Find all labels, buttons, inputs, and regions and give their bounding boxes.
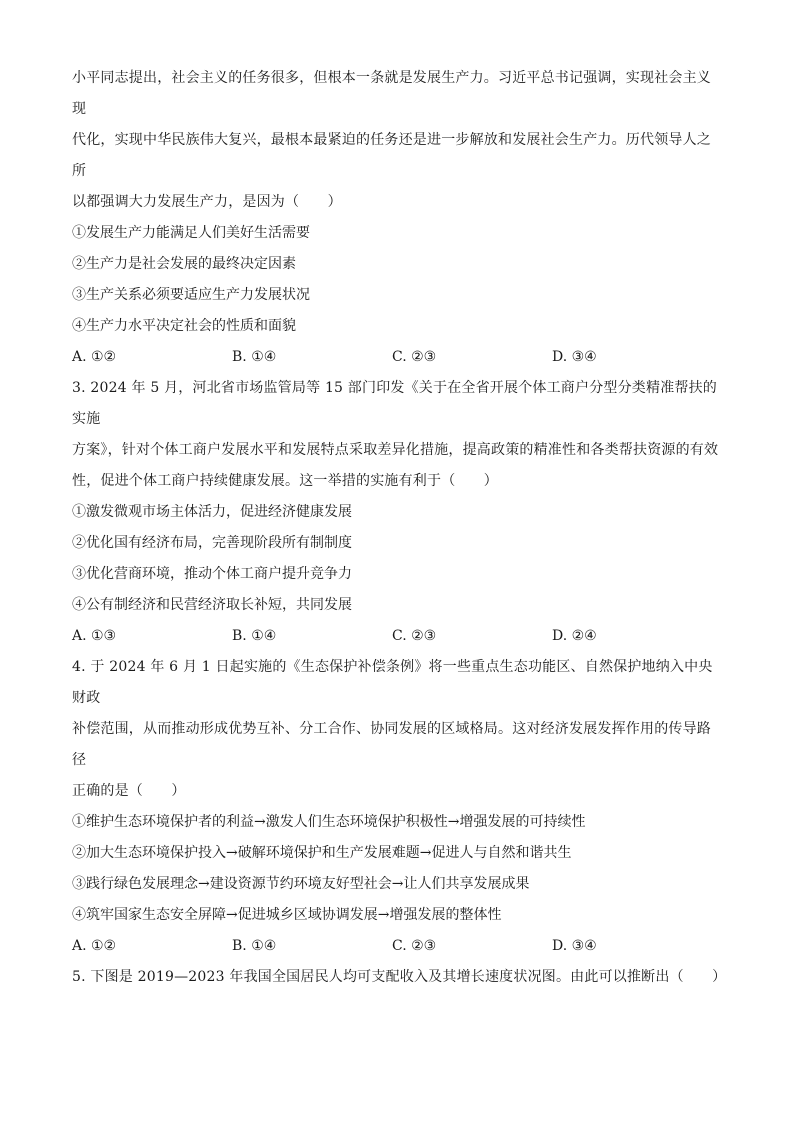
question-stem-line: 正确的是（ ）	[72, 783, 186, 799]
choice-b: B. ①④	[232, 628, 277, 644]
answer-choices	[72, 342, 722, 373]
choice-c: C. ②③	[392, 349, 437, 365]
choice-c: C. ②③	[392, 628, 437, 644]
statement: ①激发微观市场主体活力，促进经济健康发展	[72, 504, 352, 520]
choice-b: B. ①④	[232, 349, 277, 365]
document-page	[72, 63, 727, 993]
question-stem-line: 代化，实现中华民族伟大复兴，最根本最紧迫的任务还是进一步解放和发展社会生产力。历代领导人之所	[72, 132, 711, 179]
choice-a: A. ①②	[72, 349, 117, 365]
question-stem-line: 5. 下图是 2019—2023 年我国全国居民人均可支配收入及其增长速度状况图。由此可以推断出（ ）	[72, 969, 727, 985]
question-stem-line: 方案》，针对个体工商户发展水平和发展特点采取差异化措施，提高政策的精准性和各类帮扶资源的有效	[72, 442, 719, 458]
statement: ④公有制经济和民营经济取长补短，共同发展	[72, 597, 352, 613]
choice-d: D. ③④	[552, 349, 597, 365]
question-stem-line: 补偿范围，从而推动形成优势互补、分工合作、协同发展的区域格局。这对经济发展发挥作用的传导路径	[72, 721, 711, 768]
question-3	[72, 373, 722, 652]
question-5	[72, 962, 727, 993]
question-stem-line: 性，促进个体工商户持续健康发展。这一举措的实施有利于（ ）	[72, 473, 498, 489]
statement: ④筑牢国家生态安全屏障→促进城乡区域协调发展→增强发展的整体性	[72, 907, 502, 923]
statement: ③生产关系必须要适应生产力发展状况	[72, 287, 310, 303]
question-4	[72, 652, 722, 962]
answer-choices	[72, 621, 722, 652]
question-stem-line: 以都强调大力发展生产力，是因为（ ）	[72, 194, 342, 210]
statement: ②加大生态环境保护投入→破解环境保护和生产发展难题→促进人与自然和谐共生	[72, 845, 572, 861]
statement: ③践行绿色发展理念→建设资源节约环境友好型社会→让人们共享发展成果	[72, 876, 530, 892]
statement: ②生产力是社会发展的最终决定因素	[72, 256, 296, 272]
question-stem-line: 小平同志提出，社会主义的任务很多，但根本一条就是发展生产力。习近平总书记强调，实现社会主义现	[72, 70, 711, 117]
question-stem-line: 4. 于 2024 年 6 月 1 日起实施的《生态保护补偿条例》将一些重点生态功能区、自然保护地纳入中央财政	[72, 659, 713, 706]
choice-a: A. ①③	[72, 628, 117, 644]
question-stem-line: 3. 2024 年 5 月，河北省市场监管局等 15 部门印发《关于在全省开展个体工商户分型分类精准帮扶的实施	[72, 380, 718, 427]
statement: ①发展生产力能满足人们美好生活需要	[72, 225, 310, 241]
choice-c: C. ②③	[392, 938, 437, 954]
choice-b: B. ①④	[232, 938, 277, 954]
choice-d: D. ②④	[552, 628, 597, 644]
statement: ③优化营商环境，推动个体工商户提升竞争力	[72, 566, 352, 582]
answer-choices	[72, 931, 722, 962]
choice-a: A. ①②	[72, 938, 117, 954]
statement: ①维护生态环境保护者的利益→激发人们生态环境保护积极性→增强发展的可持续性	[72, 814, 586, 830]
choice-d: D. ③④	[552, 938, 597, 954]
question-2	[72, 63, 722, 373]
statement: ④生产力水平决定社会的性质和面貌	[72, 318, 296, 334]
statement: ②优化国有经济布局，完善现阶段所有制制度	[72, 535, 352, 551]
